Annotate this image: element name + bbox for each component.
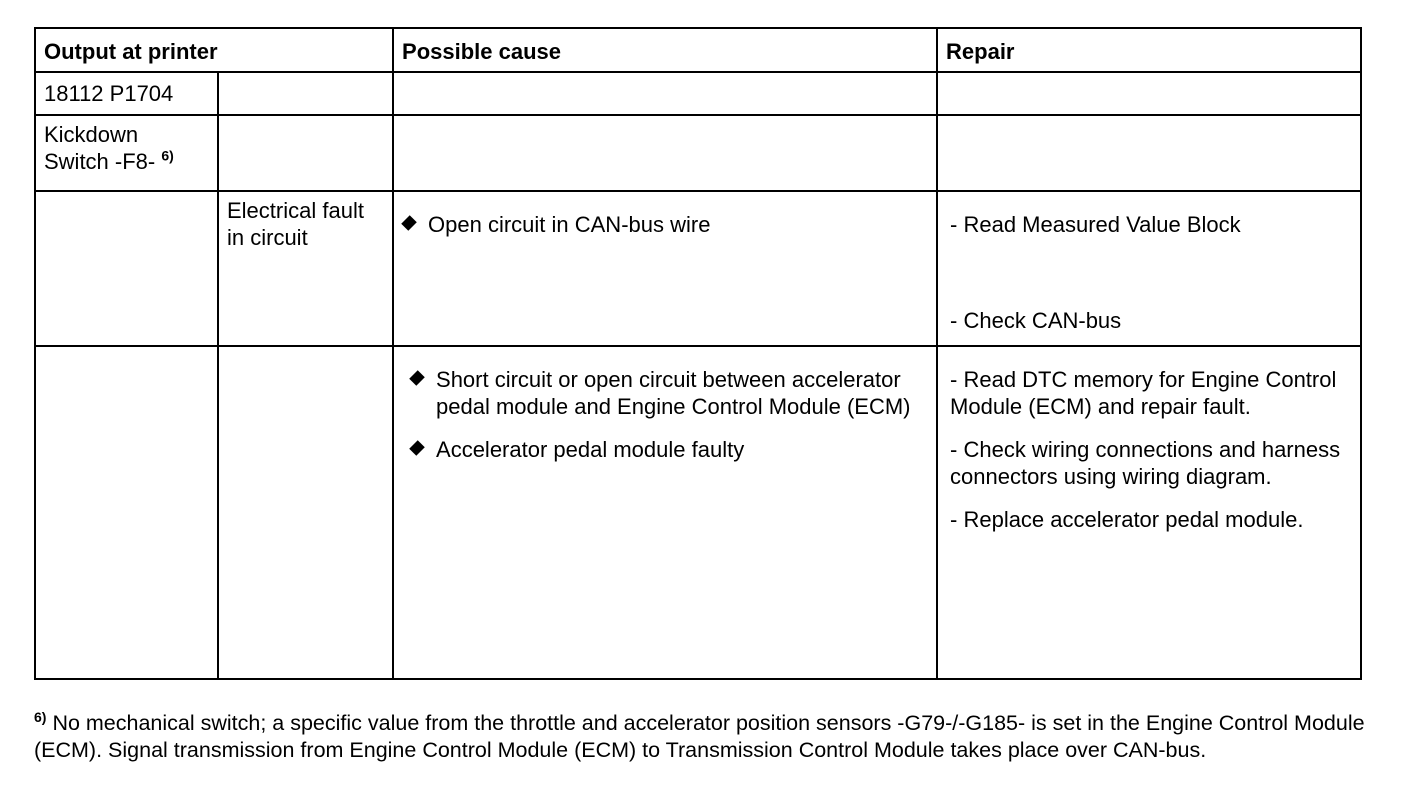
empty-cell xyxy=(35,191,218,346)
fault-type: Electrical fault in circuit xyxy=(227,198,364,250)
fault-row-2 xyxy=(35,346,1361,679)
cause-text: Accelerator pedal module faulty xyxy=(436,437,745,462)
diamond-bullet-icon xyxy=(409,440,425,456)
cause-text: Open circuit in CAN-bus wire xyxy=(428,212,711,237)
cause-cell xyxy=(393,346,937,679)
empty-cell xyxy=(35,346,218,679)
repair-cell xyxy=(937,346,1361,679)
cause-cell xyxy=(393,191,937,346)
repair-list xyxy=(938,347,1360,533)
header-output-at-printer: Output at printer xyxy=(35,28,393,72)
dtc-code-row xyxy=(35,72,1361,115)
empty-cell xyxy=(393,115,937,191)
cause-text: Short circuit or open circuit between accelerator pedal module and Engine Control Module (ECM) xyxy=(436,367,911,419)
footnote-marker: 6) xyxy=(34,708,47,725)
component-name xyxy=(36,116,217,175)
cause-item xyxy=(402,436,928,463)
component-name-line2: Switch -F8- xyxy=(44,149,156,174)
fault-row-1 xyxy=(35,191,1361,346)
cause-list xyxy=(394,347,936,463)
empty-cell xyxy=(218,115,393,191)
component-cell xyxy=(35,115,218,191)
cause-item xyxy=(402,366,928,420)
repair-step: - Check CAN-bus xyxy=(950,308,1122,333)
header-repair: Repair xyxy=(937,28,1361,72)
footnote xyxy=(34,710,1374,764)
empty-cell xyxy=(218,346,393,679)
dtc-table xyxy=(34,27,1362,680)
header-possible-cause: Possible cause xyxy=(393,28,937,72)
empty-cell xyxy=(937,115,1361,191)
empty-cell xyxy=(218,72,393,115)
empty-cell xyxy=(937,72,1361,115)
footnote-reference: 6) xyxy=(161,147,174,164)
dtc-code: 18112 P1704 xyxy=(44,81,174,106)
repair-step: - Replace accelerator pedal module. xyxy=(950,507,1304,532)
diamond-bullet-icon xyxy=(401,215,417,231)
dtc-code-cell xyxy=(35,72,218,115)
repair-list xyxy=(938,192,1360,341)
diamond-bullet-icon xyxy=(409,370,425,386)
cause-item xyxy=(394,211,936,238)
repair-step: - Check wiring connections and harness connectors using wiring diagram. xyxy=(950,437,1341,489)
repair-step: - Read DTC memory for Engine Control Module (ECM) and repair fault. xyxy=(950,367,1337,419)
empty-cell xyxy=(393,72,937,115)
repair-cell xyxy=(937,191,1361,346)
component-row xyxy=(35,115,1361,191)
fault-type-cell xyxy=(218,191,393,346)
component-name-line1: Kickdown xyxy=(44,122,139,147)
repair-step: - Read Measured Value Block xyxy=(950,212,1241,237)
header-row xyxy=(35,28,1361,72)
cause-list xyxy=(394,192,936,238)
footnote-text: No mechanical switch; a specific value from the throttle and accelerator position sensors -G79-/-G185- is set in the Engine Control Module (ECM). Signal transmission from Engine Control Module (ECM) to Transmission Control Module takes place over CAN-bus. xyxy=(34,711,1365,762)
